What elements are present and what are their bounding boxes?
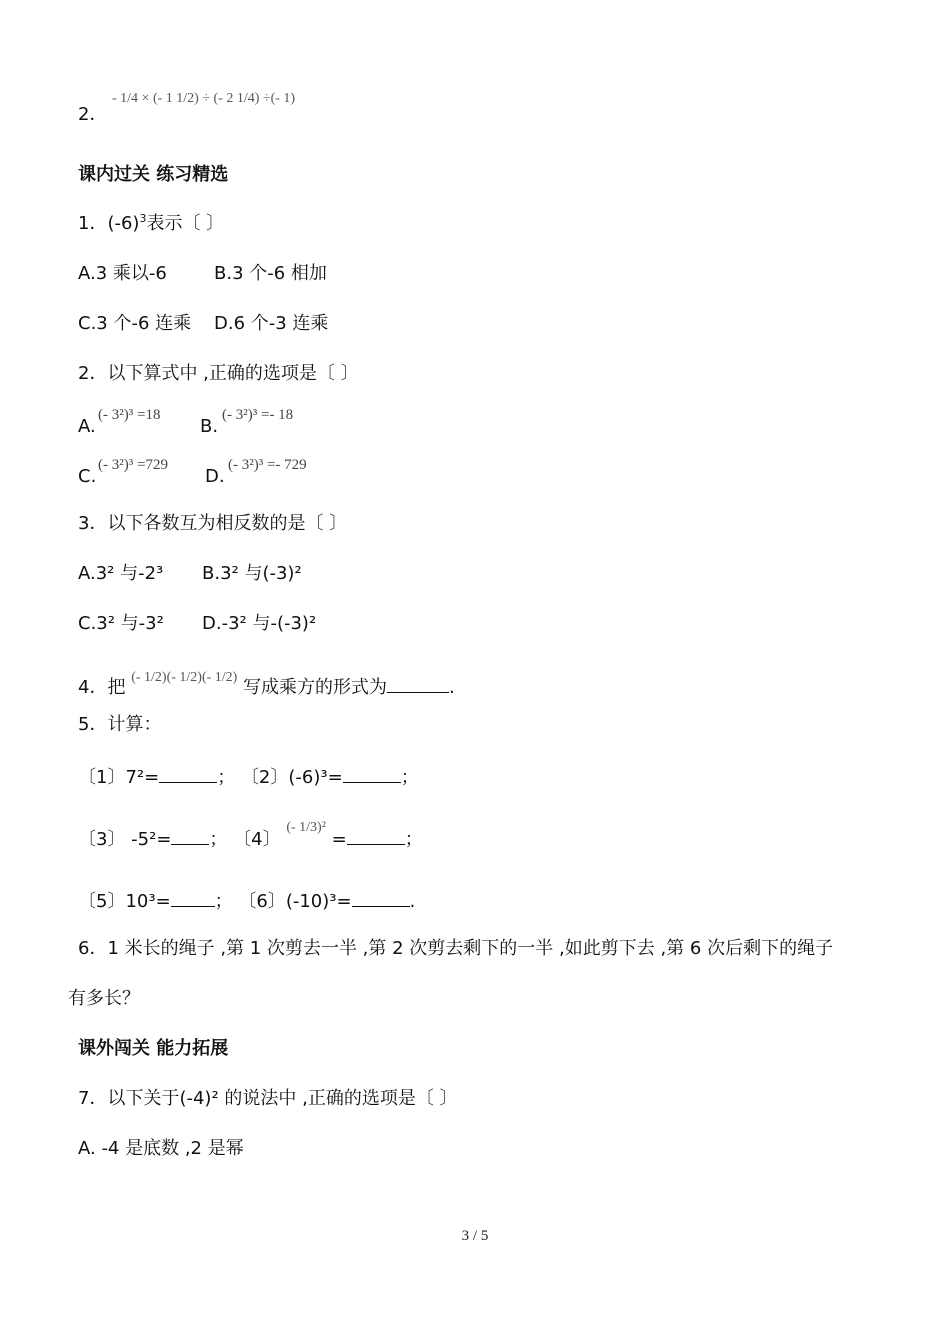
q5-blank-1[interactable] — [159, 764, 217, 783]
q2-option-d-expr: (- 3²)³ =- 729 — [228, 457, 307, 473]
section-title-2: 课外闯关 能力拓展 — [78, 1038, 229, 1059]
q5-part-1: 〔1〕7²= — [78, 767, 160, 788]
q2-option-b-label: B. — [200, 416, 219, 437]
q5-part-6-end: . — [409, 891, 416, 912]
q5-part-3: 〔3〕 -5²= — [78, 829, 172, 850]
q4-line — [78, 670, 455, 701]
q5-row-3 — [78, 888, 415, 913]
q2-option-b-expr: (- 3²)³ =- 18 — [222, 407, 294, 423]
q6-line-2: 有多长？ — [68, 988, 140, 1009]
q5-blank-5[interactable] — [171, 888, 215, 907]
q1-stem-b: 表示〔 〕 — [146, 213, 225, 234]
q6-line-1: 6．1 米长的绳子 ,第 1 次剪去一半 ,第 2 次剪去剩下的一半 ,如此剪下去 ,第 6 次后剩下的绳子 — [78, 938, 834, 959]
page-number: 3 / 5 — [461, 1228, 489, 1244]
q1-option-a: A.3 乘以-6 — [78, 263, 167, 284]
q5-stem: 5．计算： — [78, 714, 162, 735]
q2-top-formula: - 1/4 × (- 1 1/2) ÷ (- 2 1/4) ÷(- 1) — [112, 91, 296, 106]
q5-row-1 — [78, 764, 419, 789]
q2-option-c-expr: (- 3²)³ =729 — [98, 457, 168, 473]
q5-part-5-end: ； — [214, 891, 233, 912]
q5-part-1-end: ； — [217, 767, 236, 788]
q2-option-a-expr: (- 3²)³ =18 — [98, 407, 161, 423]
q1-stem — [78, 213, 224, 235]
q2-stem: 2．以下算式中 ,正确的选项是〔 〕 — [78, 363, 359, 384]
q3-option-c: C.3² 与-3² — [78, 613, 164, 634]
q5-blank-6[interactable] — [352, 888, 410, 907]
q5-part-2: 〔2〕(-6)³= — [240, 767, 343, 788]
q4-expr: (- 1/2)(- 1/2)(- 1/2) — [131, 670, 238, 685]
q5-row-2 — [78, 820, 423, 853]
q5-part-3-end: ； — [209, 829, 228, 850]
q7-option-a: A. -4 是底数 ,2 是幂 — [78, 1138, 244, 1159]
q4-prefix: 4．把 — [78, 677, 126, 698]
q1-stem-a: 1．(-6) — [78, 213, 140, 234]
q3-option-b: B.3² 与(-3)² — [202, 563, 302, 584]
q5-part-5: 〔5〕10³= — [78, 891, 171, 912]
q4-end: . — [449, 677, 455, 698]
q5-blank-4[interactable] — [347, 826, 405, 845]
q1-option-c: C.3 个-6 连乘 — [78, 313, 192, 334]
q5-part-2-end: ； — [400, 767, 419, 788]
q3-option-d: D.-3² 与-(-3)² — [202, 613, 317, 634]
q1-option-b: B.3 个-6 相加 — [214, 263, 327, 284]
q5-blank-3[interactable] — [171, 826, 209, 845]
q5-part-4: 〔4〕 — [233, 829, 281, 850]
q4-blank[interactable] — [387, 674, 449, 693]
q5-part-4-expr: (- 1/3)² — [286, 820, 326, 835]
section-title-1: 课内过关 练习精选 — [78, 164, 229, 185]
q5-part-4-eq: = — [331, 829, 347, 850]
q3-stem: 3．以下各数互为相反数的是〔 〕 — [78, 513, 348, 534]
q2-option-c-label: C. — [78, 466, 97, 487]
q5-blank-2[interactable] — [343, 764, 401, 783]
q1-sup: 3 — [139, 212, 147, 225]
q5-part-4-end: ； — [404, 829, 423, 850]
q3-option-a: A.3² 与-2³ — [78, 563, 164, 584]
q4-suffix: 写成乘方的形式为 — [243, 677, 388, 698]
q7-stem: 7．以下关于(-4)² 的说法中 ,正确的选项是〔 〕 — [78, 1088, 458, 1109]
q2-top-number: 2． — [78, 104, 108, 125]
q2-option-a-label: A. — [78, 416, 96, 437]
q5-part-6: 〔6〕(-10)³= — [238, 891, 352, 912]
q2-option-d-label: D. — [205, 466, 225, 487]
q1-option-d: D.6 个-3 连乘 — [214, 313, 329, 334]
